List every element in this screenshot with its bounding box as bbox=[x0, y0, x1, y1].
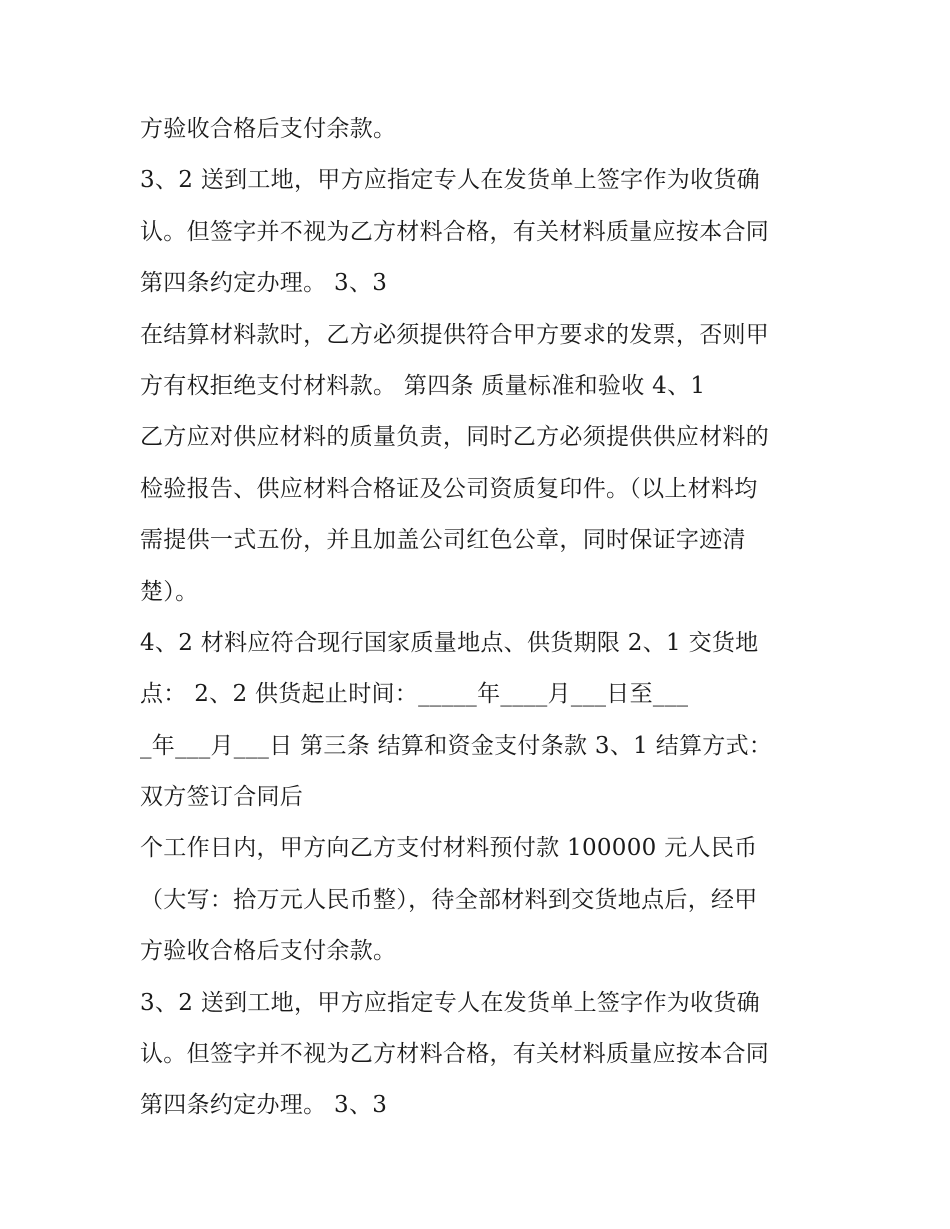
text-line: （大写：拾万元人民币整），待全部材料到交货地点后，经甲 bbox=[140, 886, 758, 913]
text-line: 3、2 送到工地，甲方应指定专人在发货单上签字作为收货确 bbox=[140, 989, 760, 1016]
text-line: 双方签订合同后 bbox=[140, 784, 304, 811]
text-line: 3、2 送到工地，甲方应指定专人在发货单上签字作为收货确 bbox=[140, 167, 760, 194]
text-line: 楚）。 bbox=[140, 578, 199, 605]
text-line: 认。但签字并不视为乙方材料合格，有关材料质量应按本合同 bbox=[140, 218, 770, 245]
text-line: 检验报告、供应材料合格证及公司资质复印件。（以上材料均 bbox=[140, 475, 758, 502]
text-line: 认。但签字并不视为乙方材料合格，有关材料质量应按本合同 bbox=[140, 1041, 770, 1068]
text-line: _年___月___日 第三条 结算和资金支付条款 3、1 结算方式： bbox=[140, 732, 773, 759]
text-line: 第四条约定办理。 3、3 bbox=[140, 1092, 388, 1119]
text-line: 点： 2、2 供货起止时间：_____年____月___日至___ bbox=[140, 681, 689, 708]
text-line: 需提供一式五份，并且加盖公司红色公章，同时保证字迹清 bbox=[140, 527, 746, 554]
text-line: 方有权拒绝支付材料款。 第四条 质量标准和验收 4、1 bbox=[140, 372, 706, 399]
text-line: 方验收合格后支付余款。 bbox=[140, 116, 397, 142]
text-line: 个工作日内，甲方向乙方支付材料预付款 100000 元人民币 bbox=[140, 835, 758, 862]
text-line: 乙方应对供应材料的质量负责，同时乙方必须提供供应材料的 bbox=[140, 424, 770, 451]
text-line: 4、2 材料应符合现行国家质量地点、供货期限 2、1 交货地 bbox=[140, 629, 759, 656]
text-line: 在结算材料款时，乙方必须提供符合甲方要求的发票，否则甲 bbox=[140, 321, 770, 348]
text-line: 方验收合格后支付余款。 bbox=[140, 938, 397, 965]
text-line: 第四条约定办理。 3、3 bbox=[140, 270, 388, 297]
contract-text bbox=[140, 104, 830, 1132]
